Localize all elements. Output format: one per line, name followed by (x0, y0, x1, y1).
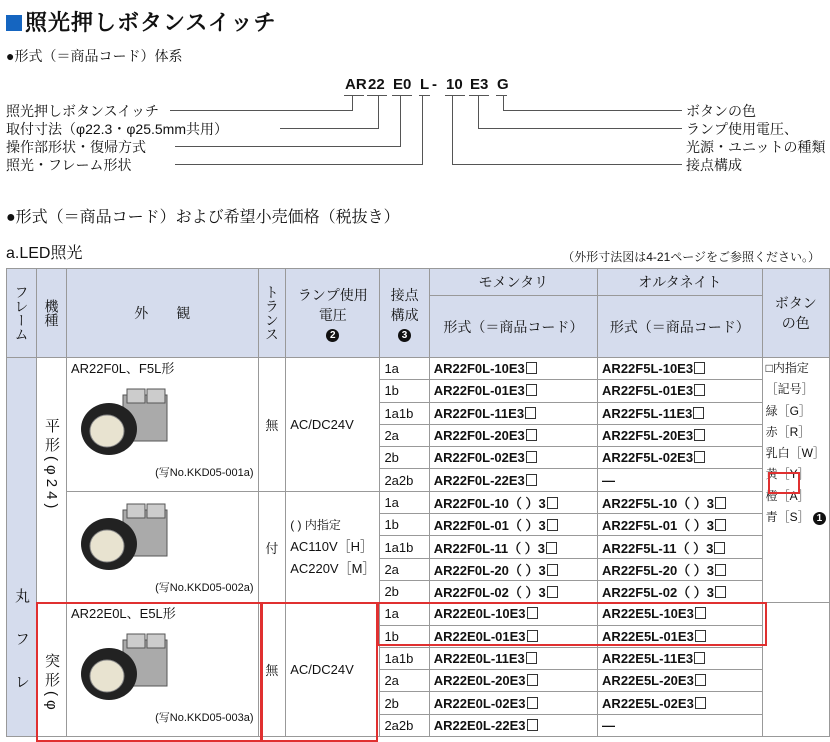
momentary-code: AR22F0L-01E3 (429, 380, 597, 402)
subheading: a.LED照光 (6, 245, 83, 262)
placeholder-box-icon (694, 384, 705, 396)
alternate-code: AR22F5L-11E3 (598, 402, 763, 424)
contact-cell: 1a (380, 491, 429, 513)
color-item: ［記号］ (765, 382, 814, 397)
contact-cell: 1a1b (380, 536, 429, 558)
placeholder-box-icon (547, 586, 558, 598)
color-item: 黄［Y］ (765, 467, 810, 482)
momentary-code: AR22F0L-20E3 (429, 424, 597, 446)
alternate-code: AR22F5L-20E3 (598, 424, 763, 446)
voltage-cell: ( ) 内指定 AC110V［H］ AC220V［M］ (286, 491, 380, 602)
alternate-code: AR22E5L-11E3 (598, 647, 763, 669)
code-part: 22 (368, 76, 385, 93)
voltage-cell: AC/DC24V (286, 603, 380, 737)
leader-line (400, 96, 401, 147)
placeholder-box-icon (547, 519, 558, 531)
leader-line (170, 110, 352, 111)
right-label: ランプ使用電圧、 (686, 121, 798, 137)
placeholder-box-icon (715, 519, 726, 531)
contact-cell: 2a2b (380, 469, 429, 491)
momentary-code: AR22E0L-02E3 (429, 692, 597, 714)
momentary-code: AR22F0L-20（ ）3 (429, 558, 597, 580)
alternate-code: AR22F5L-20（ ）3 (598, 558, 763, 580)
placeholder-box-icon (526, 652, 537, 664)
trans-cell: 無 (258, 603, 286, 737)
code-part: - (432, 76, 437, 93)
code-underline (419, 95, 430, 96)
right-label: ボタンの色 (686, 103, 756, 119)
left-label: 照光押しボタンスイッチ (6, 103, 160, 119)
alternate-code: — (598, 469, 763, 491)
code-underline (344, 95, 364, 96)
placeholder-box-icon (695, 674, 706, 686)
contact-cell: 2b (380, 692, 429, 714)
placeholder-box-icon (695, 697, 706, 709)
placeholder-box-icon (694, 451, 705, 463)
contact-cell: 1b (380, 625, 429, 647)
left-label: 取付寸法（φ22.3・φ25.5mm共用） (6, 121, 228, 137)
highlight-rows (377, 602, 767, 646)
contact-cell: 1b (380, 380, 429, 402)
placeholder-box-icon (526, 474, 537, 486)
table-row (7, 358, 830, 380)
header-alternate: オルタネイト (598, 269, 763, 296)
appearance-flat-1: AR22F0L、F5L形 (写No.KKD05-001a) (67, 358, 259, 492)
contact-cell: 2a (380, 424, 429, 446)
voltage-cell: AC/DC24V (286, 358, 380, 492)
placeholder-box-icon (526, 451, 537, 463)
page-title: 照光押しボタンスイッチ (6, 6, 276, 37)
placeholder-box-icon (715, 586, 726, 598)
leader-line (352, 96, 353, 111)
note-3-icon: 3 (398, 329, 411, 342)
code-underline (445, 95, 465, 96)
code-underline (496, 95, 507, 96)
reference-note: （外形寸法図は4-21ページをご参照ください。） (562, 250, 820, 264)
square-bullet-icon (6, 15, 22, 31)
color-item: 乳白［W］ (765, 446, 825, 461)
momentary-code: AR22E0L-22E3 (429, 714, 597, 736)
highlight-voltage (261, 602, 378, 742)
alternate-code: — (598, 714, 763, 736)
placeholder-box-icon (527, 719, 538, 731)
momentary-code: AR22E0L-10E3 (429, 603, 597, 625)
switch-photo (71, 496, 181, 576)
code-part: 10 (446, 76, 463, 93)
code-underline (469, 95, 489, 96)
contact-cell: 2b (380, 580, 429, 602)
code-part: L (420, 76, 430, 93)
placeholder-box-icon (526, 362, 537, 374)
momentary-code: AR22F0L-22E3 (429, 469, 597, 491)
alternate-code: AR22E5L-01E3 (598, 625, 763, 647)
code-part: G (497, 76, 509, 93)
note-1-icon: 1 (813, 512, 826, 525)
header-momentary: モメンタリ (429, 269, 597, 296)
placeholder-box-icon (694, 429, 705, 441)
color-item: 橙［A］ (765, 488, 810, 503)
momentary-code: AR22F0L-02E3 (429, 447, 597, 469)
momentary-code: AR22E0L-11E3 (429, 647, 597, 669)
code-part: E3 (470, 76, 489, 93)
leader-line (478, 96, 479, 129)
color-item: 青［S］ 1 (766, 507, 826, 528)
left-label: 照光・フレーム形状 (6, 157, 132, 173)
contact-cell: 2a (380, 558, 429, 580)
leader-line (478, 128, 682, 129)
placeholder-box-icon (526, 429, 537, 441)
highlight-appearance (36, 602, 262, 742)
placeholder-box-icon (715, 497, 726, 509)
placeholder-box-icon (526, 384, 537, 396)
highlight-yellow (768, 472, 800, 494)
contact-cell: 1a1b (380, 647, 429, 669)
color-item: 緑［G］ (765, 403, 811, 418)
trans-cell: 付 (258, 491, 286, 602)
color-item: 赤［R］ (765, 424, 811, 439)
header-trans: トランス (258, 269, 286, 358)
header-color: ボタンの色 (762, 269, 829, 358)
leader-line (452, 164, 682, 165)
table-row (7, 491, 830, 513)
leader-line (503, 110, 682, 111)
momentary-code: AR22E0L-01E3 (429, 625, 597, 647)
header-type-code-a: 形式（＝商品コード） (598, 296, 763, 358)
model-proj: 突形(φ (37, 603, 67, 737)
section-heading-1: ●形式（＝商品コード）体系 (6, 48, 183, 64)
right-label: 接点構成 (686, 157, 742, 173)
placeholder-box-icon (547, 564, 558, 576)
section-heading-2: ●形式（＝商品コード）および希望小売価格（税抜き） (6, 209, 400, 226)
trans-cell: 無 (258, 358, 286, 492)
header-contact: 接点構成 3 (380, 269, 429, 358)
leader-line (422, 96, 423, 165)
header-frame: フレーム (7, 269, 37, 358)
placeholder-box-icon (525, 407, 536, 419)
alternate-code: AR22F5L-10E3 (598, 358, 763, 380)
model-flat: 平形(φ24) (37, 358, 67, 603)
alternate-code: AR22F5L-01（ ）3 (598, 514, 763, 536)
momentary-code: AR22F0L-02（ ）3 (429, 580, 597, 602)
color-empty (762, 603, 829, 737)
leader-line (452, 96, 453, 165)
contact-cell: 1a (380, 358, 429, 380)
placeholder-box-icon (694, 362, 705, 374)
switch-photo (71, 381, 181, 461)
frame-column: 丸フレ (7, 358, 37, 737)
note-2-icon: 2 (326, 329, 339, 342)
contact-cell: 2b (380, 447, 429, 469)
contact-cell: 1a (380, 603, 429, 625)
code-underline (392, 95, 412, 96)
placeholder-box-icon (547, 497, 558, 509)
leader-line (378, 96, 379, 129)
momentary-code: AR22F0L-01（ ）3 (429, 514, 597, 536)
leader-line (175, 146, 400, 147)
contact-cell: 2a2b (380, 714, 429, 736)
color-item: □内指定 (765, 361, 809, 375)
header-lamp: ランプ使用電圧 2 (286, 269, 380, 358)
placeholder-box-icon (694, 652, 705, 664)
placeholder-box-icon (715, 564, 726, 576)
momentary-code: AR22F0L-11（ ）3 (429, 536, 597, 558)
header-model: 機種 (37, 269, 67, 358)
contact-cell: 1b (380, 514, 429, 536)
placeholder-box-icon (714, 542, 725, 554)
alternate-code: AR22E5L-20E3 (598, 670, 763, 692)
code-part: AR (345, 76, 367, 93)
right-label: 光源・ユニットの種類 (686, 139, 826, 155)
contact-cell: 2a (380, 670, 429, 692)
momentary-code: AR22F0L-10E3 (429, 358, 597, 380)
appearance-proj: AR22E0L、E5L形 (写No.KKD05-003a) (67, 603, 259, 737)
header-type-code-m: 形式（＝商品コード） (429, 296, 597, 358)
left-label: 操作部形状・復帰方式 (6, 139, 146, 155)
alternate-code: AR22E5L-10E3 (598, 603, 763, 625)
leader-line (175, 164, 422, 165)
placeholder-box-icon (693, 407, 704, 419)
leader-line (280, 128, 378, 129)
alternate-code: AR22F5L-11（ ）3 (598, 536, 763, 558)
contact-cell: 1a1b (380, 402, 429, 424)
alternate-code: AR22E5L-02E3 (598, 692, 763, 714)
placeholder-box-icon (527, 674, 538, 686)
code-underline (367, 95, 387, 96)
alternate-code: AR22F5L-10（ ）3 (598, 491, 763, 513)
momentary-code: AR22F0L-11E3 (429, 402, 597, 424)
placeholder-box-icon (546, 542, 557, 554)
leader-line (503, 96, 504, 111)
appearance-flat-2: (写No.KKD05-002a) (67, 491, 259, 602)
alternate-code: AR22F5L-02（ ）3 (598, 580, 763, 602)
code-part: E0 (393, 76, 412, 93)
placeholder-box-icon (527, 697, 538, 709)
alternate-code: AR22F5L-02E3 (598, 447, 763, 469)
header-appearance: 外 観 (67, 269, 259, 358)
momentary-code: AR22F0L-10（ ）3 (429, 491, 597, 513)
momentary-code: AR22E0L-20E3 (429, 670, 597, 692)
alternate-code: AR22F5L-01E3 (598, 380, 763, 402)
